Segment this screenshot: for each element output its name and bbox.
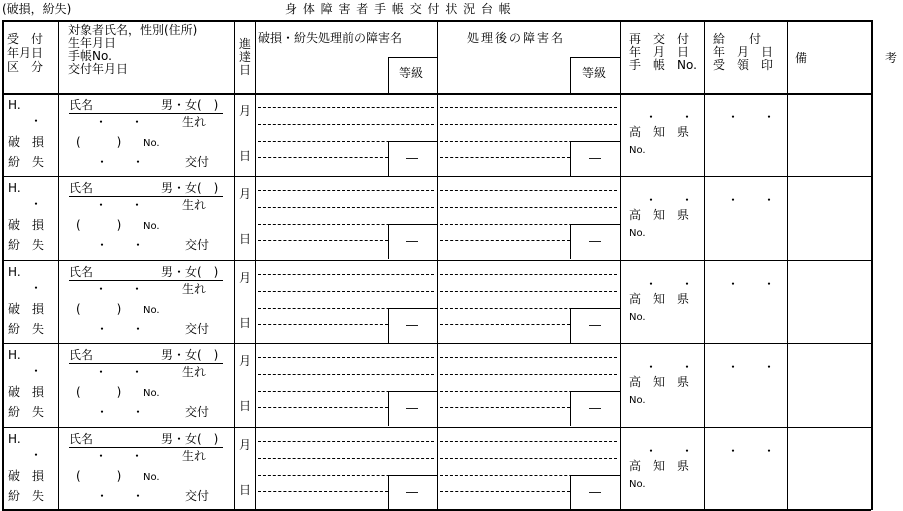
row-no-label: No. — [143, 471, 160, 483]
dashed-line — [440, 207, 617, 208]
grade-box-top — [388, 475, 437, 476]
grade-box-top — [388, 224, 437, 225]
row-issue-dots: ・ ・ — [96, 238, 145, 253]
row-delivery-dots: ・ ・ — [727, 276, 776, 291]
row-lost-label: 紛 失 — [8, 405, 45, 420]
row-month: 月 — [239, 437, 252, 452]
row-day: 日 — [239, 482, 252, 497]
dashed-line — [440, 107, 617, 108]
header-subject-line: 対象者氏名，性別(住所) — [68, 23, 198, 37]
row-divider — [2, 176, 871, 177]
row-month: 月 — [239, 187, 252, 202]
grade-box-side — [388, 308, 389, 343]
column-divider — [787, 20, 788, 510]
grade-box-side — [388, 57, 389, 93]
dashed-line — [440, 441, 617, 442]
row-reissue-dots: ・ ・ — [645, 110, 694, 124]
dashed-line — [258, 324, 388, 325]
dashed-line — [258, 291, 434, 292]
dashed-line — [258, 274, 434, 275]
row-no-paren: ( ) — [76, 218, 122, 233]
dashed-line — [440, 407, 570, 408]
row-gender: 男・女( ) — [161, 98, 219, 112]
row-divider — [2, 427, 871, 428]
row-reissue-no: No. — [629, 395, 646, 407]
row-day: 日 — [239, 232, 252, 247]
row-issue-dots: ・ ・ — [96, 488, 145, 503]
row-era: H. — [8, 431, 21, 446]
row-day: 日 — [239, 399, 252, 414]
row-prefecture: 高 知 県 — [629, 208, 690, 223]
row-delivery-dots: ・ ・ — [727, 360, 776, 375]
dashed-line — [440, 240, 570, 241]
row-no-label: No. — [143, 304, 160, 316]
row-month: 月 — [239, 270, 252, 285]
row-no-label: No. — [143, 138, 160, 149]
dashed-line — [258, 458, 434, 459]
header-receipt-line: 年月日 — [7, 46, 44, 60]
header-delivery-line: 受 領 印 — [713, 58, 774, 72]
page-title: 身 体 障 害 者 手 帳 交 付 状 況 台 帳 — [285, 2, 512, 16]
row-name-label: 氏名 — [69, 181, 94, 196]
row-name-label: 氏名 — [69, 264, 94, 279]
header-delivery-line: 年 月 日 — [713, 45, 774, 59]
grade-box-top — [388, 141, 437, 142]
row-issue-dots: ・ ・ — [96, 405, 145, 420]
column-divider — [620, 20, 621, 510]
dashed-line — [258, 441, 434, 442]
column-divider — [255, 20, 256, 510]
row-reissue-no: No. — [629, 478, 646, 490]
row-prefecture: 高 知 県 — [629, 375, 690, 390]
row-birth-dots: ・ ・ — [95, 115, 144, 129]
column-divider — [58, 20, 59, 510]
dashed-line — [258, 157, 388, 158]
row-grade-before-dash: ― — [406, 317, 418, 332]
dashed-line — [440, 374, 617, 375]
row-era-dot: ・ — [30, 447, 43, 462]
row-grade-after-dash: ― — [589, 234, 601, 249]
row-issue-dots: ・ ・ — [96, 321, 145, 336]
row-grade-before-dash: ― — [406, 234, 418, 249]
column-divider — [704, 20, 705, 510]
row-no-label: No. — [143, 221, 160, 233]
row-era-dot: ・ — [30, 114, 43, 128]
row-born: 生れ — [182, 281, 207, 296]
dashed-line — [258, 374, 434, 375]
dashed-line — [440, 157, 570, 158]
dashed-line — [440, 458, 617, 459]
row-reissue-no: No. — [629, 311, 646, 323]
row-grade-after-dash: ― — [589, 151, 601, 165]
row-name-label: 氏名 — [69, 348, 94, 363]
row-issued: 交付 — [185, 155, 210, 169]
grade-box-top — [570, 141, 620, 142]
row-born: 生れ — [182, 198, 207, 213]
row-damage-label: 破 損 — [8, 301, 45, 316]
dashed-line — [258, 190, 434, 191]
header-reissue-line: 手 帳 No. — [629, 58, 697, 72]
row-reissue-no: No. — [629, 228, 646, 240]
row-grade-before-dash: ― — [406, 151, 418, 165]
header-after-name: 処理後の障害名 — [467, 31, 566, 45]
row-grade-before-dash: ― — [406, 401, 418, 416]
row-born: 生れ — [182, 365, 207, 380]
header-remarks: 備 考 — [795, 51, 903, 65]
header-progress-char: 進 — [239, 37, 252, 51]
name-underline — [69, 363, 223, 364]
row-no-paren: ( ) — [76, 385, 122, 400]
name-underline — [69, 280, 223, 281]
row-era-dot: ・ — [30, 280, 43, 295]
grade-box-top — [388, 308, 437, 309]
header-delivery-line: 給 付 — [713, 32, 762, 46]
row-day: 日 — [239, 149, 252, 163]
grade-box-side — [570, 475, 571, 510]
dashed-line — [258, 491, 388, 492]
grade-box-side — [388, 224, 389, 259]
grade-box-side — [570, 57, 571, 93]
row-lost-label: 紛 失 — [8, 321, 45, 336]
row-era: H. — [8, 181, 21, 196]
row-name-label: 氏名 — [69, 98, 94, 112]
name-underline — [69, 113, 223, 114]
row-grade-after-dash: ― — [589, 401, 601, 416]
header-receipt-line: 区 分 — [7, 60, 44, 74]
grade-box-top — [570, 57, 620, 58]
row-prefecture: 高 知 県 — [629, 125, 690, 139]
row-era: H. — [8, 348, 21, 363]
grade-box-top — [570, 391, 620, 392]
row-era-dot: ・ — [30, 364, 43, 379]
header-reissue-line: 再 交 付 — [629, 32, 690, 46]
row-birth-dots: ・ ・ — [95, 198, 144, 213]
row-delivery-dots: ・ ・ — [727, 110, 776, 124]
column-divider — [2, 20, 4, 510]
row-born: 生れ — [182, 115, 207, 129]
row-no-label: No. — [143, 388, 160, 400]
header-progress-char: 日 — [239, 63, 252, 77]
header-before-name: 破損・紛失処理前の障害名 — [258, 31, 403, 45]
row-era: H. — [8, 98, 21, 112]
row-issued: 交付 — [185, 321, 210, 336]
row-lost-label: 紛 失 — [8, 155, 45, 169]
row-gender: 男・女( ) — [161, 264, 219, 279]
row-issued: 交付 — [185, 238, 210, 253]
row-birth-dots: ・ ・ — [95, 365, 144, 380]
grade-box-top — [570, 475, 620, 476]
row-reissue-no: No. — [629, 145, 646, 156]
header-subject-line: 生年月日 — [68, 36, 117, 50]
dashed-line — [440, 190, 617, 191]
dashed-line — [258, 107, 434, 108]
header-grade-after: 等級 — [582, 66, 607, 80]
grade-box-top — [388, 391, 437, 392]
grade-box-side — [570, 391, 571, 426]
grade-box-top — [570, 224, 620, 225]
dashed-line — [440, 124, 617, 125]
grade-box-side — [570, 224, 571, 259]
row-reissue-dots: ・ ・ — [645, 193, 694, 208]
row-era-dot: ・ — [30, 197, 43, 212]
row-grade-before-dash: ― — [406, 484, 418, 499]
row-issue-dots: ・ ・ — [96, 155, 145, 169]
header-receipt-line: 受 付 — [7, 32, 44, 46]
name-underline — [69, 447, 223, 448]
grade-box-side — [570, 141, 571, 176]
header-subject-line: 手帳No. — [68, 49, 112, 63]
row-birth-dots: ・ ・ — [95, 448, 144, 463]
grade-box-side — [388, 391, 389, 426]
dashed-line — [258, 407, 388, 408]
dashed-line — [440, 274, 617, 275]
header-subject-line: 交付年月日 — [68, 62, 129, 76]
header-progress-char: 達 — [239, 50, 252, 64]
header-grade-before: 等級 — [399, 66, 424, 80]
row-divider — [2, 343, 871, 344]
row-day: 日 — [239, 315, 252, 330]
row-grade-after-dash: ― — [589, 484, 601, 499]
column-divider — [437, 20, 438, 510]
row-lost-label: 紛 失 — [8, 488, 45, 503]
dashed-line — [258, 207, 434, 208]
row-reissue-dots: ・ ・ — [645, 443, 694, 458]
dashed-line — [440, 291, 617, 292]
row-damage-label: 破 損 — [8, 385, 45, 400]
grade-box-side — [388, 141, 389, 176]
row-name-label: 氏名 — [69, 431, 94, 446]
row-prefecture: 高 知 県 — [629, 291, 690, 306]
row-era: H. — [8, 264, 21, 279]
row-reissue-dots: ・ ・ — [645, 360, 694, 375]
row-gender: 男・女( ) — [161, 431, 219, 446]
row-prefecture: 高 知 県 — [629, 458, 690, 473]
row-damage-label: 破 損 — [8, 135, 45, 149]
dashed-line — [440, 324, 570, 325]
name-underline — [69, 196, 223, 197]
row-born: 生れ — [182, 448, 207, 463]
row-no-paren: ( ) — [76, 135, 122, 149]
dashed-line — [440, 491, 570, 492]
row-gender: 男・女( ) — [161, 348, 219, 363]
grade-box-top — [388, 57, 437, 58]
row-issued: 交付 — [185, 405, 210, 420]
row-damage-label: 破 損 — [8, 218, 45, 233]
grade-box-side — [570, 308, 571, 343]
row-issued: 交付 — [185, 488, 210, 503]
row-reissue-dots: ・ ・ — [645, 276, 694, 291]
row-grade-after-dash: ― — [589, 317, 601, 332]
row-delivery-dots: ・ ・ — [727, 193, 776, 208]
column-divider — [871, 20, 873, 510]
category-note: (破損，紛失) — [2, 2, 72, 16]
row-delivery-dots: ・ ・ — [727, 443, 776, 458]
row-damage-label: 破 損 — [8, 468, 45, 483]
dashed-line — [258, 357, 434, 358]
row-lost-label: 紛 失 — [8, 238, 45, 253]
grade-box-top — [570, 308, 620, 309]
row-gender: 男・女( ) — [161, 181, 219, 196]
column-divider — [234, 20, 235, 510]
header-reissue-line: 年 月 日 — [629, 45, 690, 59]
row-no-paren: ( ) — [76, 301, 122, 316]
dashed-line — [258, 124, 434, 125]
dashed-line — [258, 240, 388, 241]
row-month: 月 — [239, 104, 252, 118]
row-birth-dots: ・ ・ — [95, 281, 144, 296]
row-no-paren: ( ) — [76, 468, 122, 483]
row-month: 月 — [239, 354, 252, 369]
row-divider — [2, 260, 871, 261]
dashed-line — [440, 357, 617, 358]
grade-box-side — [388, 475, 389, 510]
